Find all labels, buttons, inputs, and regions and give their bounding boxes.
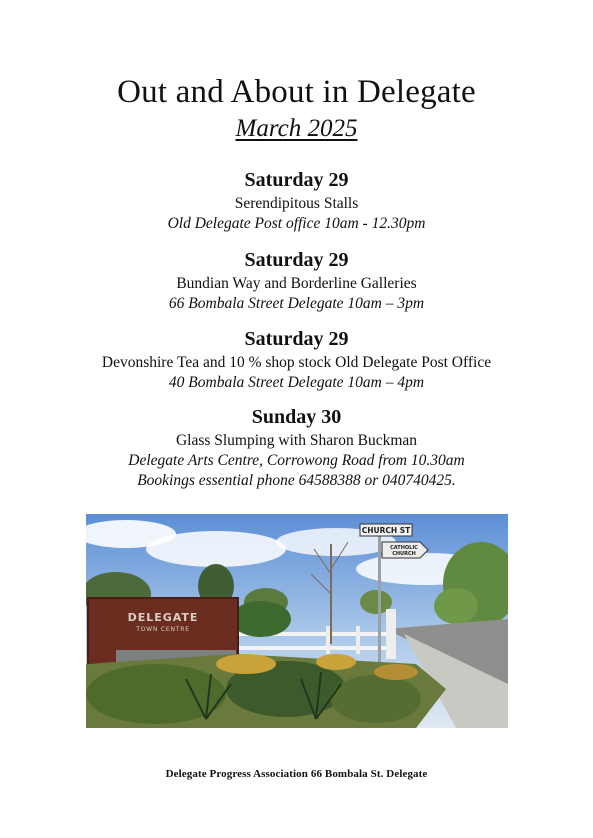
sign-text-line1: DELEGATE [127,611,199,624]
event-name: Glass Slumping with Sharon Buckman [175,432,418,449]
event-name: Serendipitous Stalls [234,195,359,212]
town-centre-photo [86,514,508,728]
event-day: Sunday 30 [251,406,342,428]
event-4 [0,405,593,491]
event-name: Bundian Way and Borderline Galleries [176,275,417,292]
street-sign-church-st: CHURCH ST [361,526,411,535]
event-day: Saturday 29 [244,169,349,191]
event-name: Devonshire Tea and 10 % shop stock Old Delegate Post Office [101,354,492,371]
event-note: Bookings essential phone 64588388 or 040740425. [137,472,456,489]
event-place: 66 Bombala Street Delegate 10am – 3pm [168,295,425,312]
event-place: Old Delegate Post office 10am - 12.30pm [167,215,426,232]
street-sign-catholic: CATHOLIC [390,545,418,551]
event-2 [0,248,593,314]
town-centre-illustration [86,514,508,728]
page-subtitle: March 2025 [235,115,358,142]
event-1 [0,168,593,234]
event-day: Saturday 29 [244,249,349,271]
event-place: 40 Bombala Street Delegate 10am – 4pm [168,374,425,391]
sign-text-line2: TOWN CENTRE [136,626,190,633]
event-3 [0,327,593,393]
footer: Delegate Progress Association 66 Bombala St. Delegate [165,768,428,780]
page-title: Out and About in Delegate [117,74,476,110]
street-sign-church: CHURCH [392,551,416,557]
event-place: Delegate Arts Centre, Corrowong Road from 10.30am [128,452,465,469]
event-day: Saturday 29 [244,328,349,350]
